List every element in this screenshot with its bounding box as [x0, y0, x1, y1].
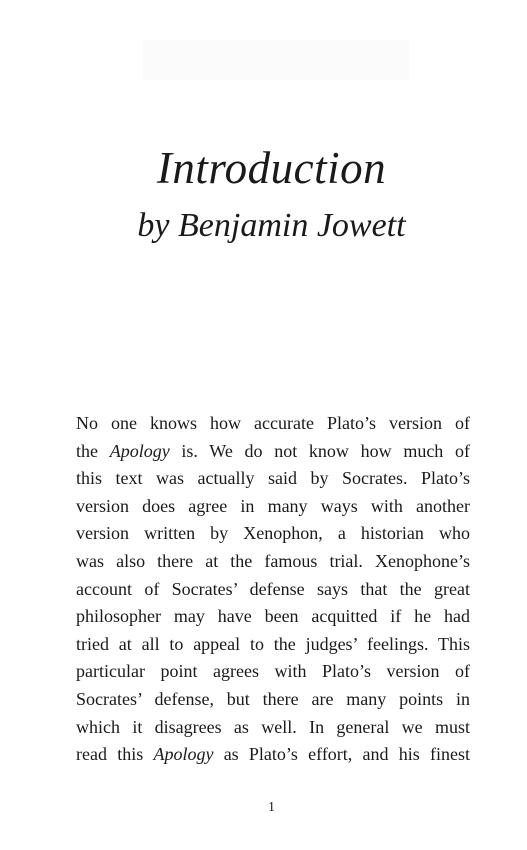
body-line	[76, 465, 470, 493]
body-line	[76, 658, 470, 686]
page-number: 1	[268, 800, 275, 815]
text-run: this text was actually said by Socrates. Plato’s	[76, 468, 470, 489]
body-line	[76, 493, 470, 521]
body-line	[76, 576, 470, 604]
text-run: philosopher may have been acquitted if he had	[76, 606, 470, 627]
text-run: is. We do not know how much of	[169, 440, 471, 461]
body-line	[76, 741, 470, 769]
italic-title: Apology	[153, 744, 214, 765]
body-line	[76, 410, 470, 438]
body-line	[76, 631, 470, 659]
body-line	[76, 714, 470, 742]
text-run: was also there at the famous trial. Xenophone’s	[76, 550, 470, 571]
italic-title: Apology	[109, 440, 170, 461]
text-run: as Plato’s effort, and his finest	[213, 744, 470, 765]
text-run: the	[76, 440, 110, 461]
body-line	[76, 548, 470, 576]
text-run: particular point agrees with Plato’s version of	[76, 661, 470, 682]
text-run: which it disagrees as well. In general we must	[76, 716, 470, 737]
body-line	[76, 438, 470, 466]
text-run: version written by Xenophon, a historian who	[76, 523, 470, 544]
text-run: tried at all to appeal to the judges’ feelings. This	[76, 633, 470, 654]
chapter-byline: by Benjamin Jowett	[137, 207, 406, 244]
text-run: Socrates’ defense, but there are many points in	[76, 688, 470, 709]
body-line	[76, 520, 470, 548]
body-text	[76, 410, 470, 769]
body-line	[76, 603, 470, 631]
body-line	[76, 686, 470, 714]
text-run: read this	[76, 744, 154, 765]
chapter-title: Introduction	[156, 143, 387, 193]
header-band	[143, 40, 409, 80]
text-run: account of Socrates’ defense says that the great	[76, 578, 470, 599]
text-run: No one knows how accurate Plato’s version of	[76, 413, 470, 433]
text-run: version does agree in many ways with another	[76, 495, 470, 516]
